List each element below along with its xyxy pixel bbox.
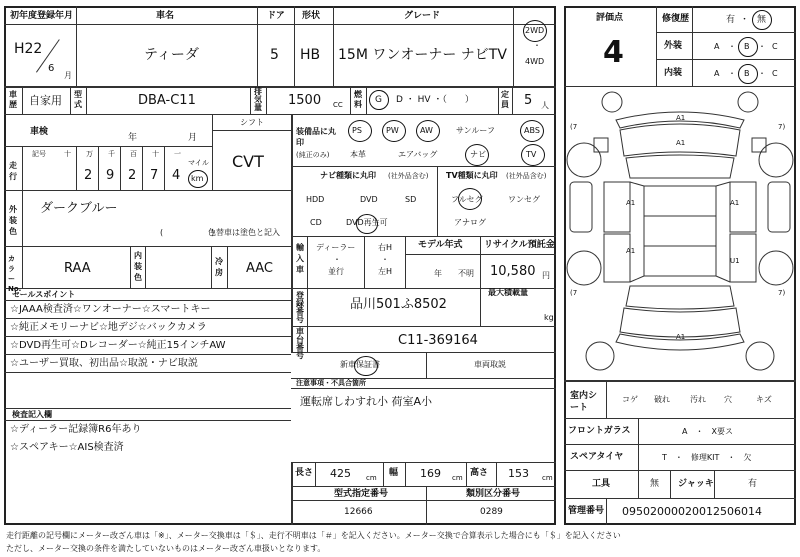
damage-label-left-rear: A1 [626, 247, 636, 255]
car-name-value: ティーダ [144, 47, 199, 63]
plate-label: 登録番号 [296, 291, 304, 324]
grade-option: B [744, 69, 750, 78]
shift-value: CVT [232, 152, 264, 171]
grade-value: 15M ワンオーナー ナビTV [338, 47, 507, 63]
jack-label: ジャッキ [678, 479, 714, 489]
grade-option: A [714, 42, 720, 51]
model-value: DBA-C11 [138, 93, 196, 108]
max-load-label: 最大積載量 [488, 288, 528, 297]
mileage-digit: 4 [172, 168, 181, 183]
notes-value: 運転席しわすれ小 荷室A小 [300, 395, 433, 408]
usage-value: 自家用 [29, 94, 62, 107]
grade-dot: ・ [758, 42, 766, 51]
import-lh: 左H [378, 267, 393, 276]
footer-line-1: 走行距離の記号欄にメーター改ざん車は「※」、メーター交換車は「＄」、走行不明車は「＃」を記入ください。メーター交換で合算表示した場合にも「＄」を記入ください [6, 531, 621, 540]
sales-point-line: ☆JAAA検査済☆ワンオーナー☆スマートキー [10, 304, 211, 315]
equipment-item: AW [420, 126, 433, 135]
ac-value: AAC [246, 261, 273, 276]
tv-fullseg: フルセグ [451, 195, 483, 204]
exterior-color-label: 外装色 [9, 205, 17, 236]
equipment-item: 本革 [350, 150, 366, 159]
height-label: 高さ [470, 468, 489, 478]
interior-color-label: 内装色 [134, 251, 142, 282]
nav-sub: (社外品含む) [388, 172, 429, 180]
tv-sub: (社外品含む) [506, 172, 547, 180]
jack-value: 有 [748, 479, 758, 489]
reg-month-value: 6 [48, 63, 55, 74]
equipment-item: エアバッグ [398, 150, 438, 159]
ac-label: 冷房 [215, 257, 223, 277]
seat-item: 穴 [724, 395, 732, 404]
recycle-yen: 円 [542, 271, 550, 280]
score-value: 4 [603, 35, 624, 70]
damage-label-top: A1 [676, 114, 686, 122]
grade-label: グレード [404, 11, 441, 21]
interior-label: 内装 [664, 68, 683, 78]
model-label: 型式 [74, 90, 82, 109]
sales-line-rule [4, 318, 291, 319]
doors-value: 5 [270, 47, 279, 63]
mile-label: マイル [188, 159, 209, 167]
mileage-divider [98, 146, 99, 190]
score-label: 評価点 [596, 13, 624, 23]
grade-option: C [772, 69, 778, 78]
grade-option: C [772, 42, 778, 51]
seat-item: 汚れ [690, 395, 706, 404]
import-label: 輸入車 [296, 243, 304, 274]
damage-label-right-front: A1 [730, 199, 740, 207]
tools-value: 無 [650, 479, 660, 489]
glass-options: A ・ X要ス [682, 427, 733, 436]
height-cm: cm [542, 474, 553, 482]
exterior-label: 外装 [664, 41, 683, 51]
capacity-unit: 人 [541, 101, 549, 110]
import-dealer: ディーラー [316, 243, 356, 252]
mileage-digit: 9 [106, 168, 115, 183]
mileage-unit: 百 [130, 150, 137, 158]
damage-label-roof: A1 [676, 139, 686, 147]
repair-label: 修復歴 [662, 14, 690, 24]
mileage-digit: 2 [84, 168, 93, 183]
equipment-item: TV [526, 150, 537, 159]
width-cm: cm [452, 474, 463, 482]
drive-4wd: 4WD [525, 57, 545, 66]
shift-label: シフト [240, 118, 264, 127]
inspector-line: ☆ディーラー記録簿R6年あり [10, 424, 142, 435]
sales-point-line: ☆DVD再生可☆Dレコーダー☆純正15インチAW [10, 340, 226, 351]
mileage-divider [76, 146, 77, 190]
seat-item: コゲ [622, 395, 638, 404]
sales-points-label: セールスポイント [12, 290, 76, 299]
mileage-unit: 十 [152, 150, 159, 158]
damage-label-rear: A1 [676, 333, 686, 341]
fuel-g: G [375, 95, 382, 105]
grade-dot: ・ [758, 69, 766, 78]
equipment-item: PW [386, 126, 399, 135]
mileage-divider [142, 146, 143, 190]
width-value: 169 [420, 467, 441, 480]
diagram-bracket-bl: (7 [570, 289, 578, 297]
length-label: 長さ [295, 468, 314, 478]
grade-option: B [744, 42, 750, 51]
model-year-unit: 年 [434, 269, 442, 278]
color-no-value: RAA [64, 261, 91, 276]
warranty-book: 新車保証書 [340, 360, 380, 369]
cc-unit: CC [333, 101, 343, 109]
nav-dvd: DVD [360, 195, 378, 204]
equipment-item: PS [352, 126, 362, 135]
mgmt-number: 09502000020012506014 [622, 505, 762, 518]
sales-point-line: ☆ユーザー買取、初出品☆取説・ナビ取説 [10, 358, 198, 369]
mileage-symbol-label: 記号 [32, 150, 46, 158]
import-parallel: 並行 [328, 267, 344, 276]
seat-item: 破れ [654, 395, 670, 404]
mileage-label: 走行 [9, 161, 17, 181]
inspection-year: 年 [128, 133, 138, 143]
import-dot: ・ [333, 255, 341, 264]
damage-label-left-front: A1 [626, 199, 636, 207]
grade-dot: ・ [728, 69, 736, 78]
type-approval-label: 型式指定番号 [334, 489, 389, 499]
reg-year-value: H22 [14, 41, 43, 57]
spare-tire-label: スペアタイヤ [570, 452, 624, 462]
car-name-label: 車名 [156, 11, 175, 21]
import-rh: 右H [378, 243, 393, 252]
nav-sd: SD [405, 195, 417, 204]
inspection-label: 車検 [30, 127, 49, 137]
tools-label: 工具 [592, 479, 611, 489]
mileage-digit: 2 [128, 168, 137, 183]
type-approval-value: 12666 [344, 507, 373, 517]
model-year-unknown: 不明 [458, 269, 474, 278]
fuel-label: 燃料 [354, 90, 362, 109]
repair-dot: ・ [740, 15, 750, 25]
seat-item: キズ [756, 395, 772, 404]
doors-label: ドア [267, 11, 285, 21]
mileage-unit: 十 [64, 150, 71, 158]
fuel-others: D ・ HV ・（ ） [396, 95, 474, 105]
diagram-bracket-tr: 7) [778, 123, 786, 131]
capacity-value: 5 [524, 93, 533, 108]
inspector-label: 検査記入欄 [12, 410, 52, 419]
diagram-bracket-tl: (7 [570, 123, 578, 131]
class-number-value: 0289 [480, 507, 503, 517]
mileage-unit: 千 [108, 150, 115, 158]
drive-dot: ・ [533, 41, 541, 50]
color-paren: ( ) [160, 228, 215, 237]
displacement-label: 排気量 [254, 87, 262, 112]
repair-no: 無 [757, 15, 767, 25]
sales-point-line: ☆純正メモリーナビ☆地デジ☆バックカメラ [10, 322, 207, 333]
tv-label: TV種類に丸印 [446, 171, 498, 180]
equipment-item: ナビ [470, 150, 486, 159]
length-value: 425 [330, 467, 351, 480]
mileage-unit: 一 [174, 150, 181, 158]
grade-dot: ・ [728, 42, 736, 51]
plate-value: 品川501ふ8502 [350, 297, 447, 312]
mgmt-label: 管理番号 [568, 506, 605, 516]
nav-label: ナビ種類に丸印 [320, 171, 376, 180]
equipment-item: ABS [524, 126, 540, 135]
reg-month-unit: 月 [64, 71, 72, 80]
width-label: 幅 [389, 468, 399, 478]
length-cm: cm [366, 474, 377, 482]
sales-line-rule [4, 354, 291, 355]
repair-yes: 有 [726, 15, 736, 25]
shape-value: HB [300, 47, 321, 63]
spare-tire-options: T ・ 修理KIT ・ 欠 [662, 453, 752, 462]
reg-year-label: 初年度登録年月 [10, 11, 74, 21]
inspection-month: 月 [188, 133, 198, 143]
owner-manual: 車両取説 [474, 360, 506, 369]
color-no-label: カラーNo. [8, 255, 22, 293]
exterior-color-value: ダークブルー [40, 201, 118, 216]
recycle-value: 10,580 [490, 264, 536, 279]
nav-dvd-play: DVD再生可 [346, 218, 388, 227]
capacity-label: 定員 [501, 90, 509, 109]
notes-label: 注意事項・不具合箇所 [296, 379, 366, 387]
nav-cd: CD [310, 218, 322, 227]
chassis-label: 車台番号 [296, 327, 304, 360]
recycle-label: リサイクル預託金 [484, 240, 555, 250]
damage-label-right-rear: U1 [730, 257, 740, 265]
grade-option: A [714, 69, 720, 78]
mileage-divider [120, 146, 121, 190]
import-dot2: ・ [381, 255, 389, 264]
inspector-line: ☆スペアキー☆AIS検査済 [10, 442, 124, 453]
shape-label: 形状 [302, 11, 321, 21]
height-value: 153 [508, 467, 529, 480]
footer-line-2: ただし、メーター交換の条件を満たしていないものはメーター改ざん車扱いとなります。 [6, 544, 326, 553]
max-load-kg: kg [544, 313, 554, 322]
mileage-digit: 7 [150, 168, 159, 183]
sales-line-rule [4, 336, 291, 337]
tv-oneseg: ワンセグ [508, 195, 540, 204]
equipment-item: サンルーフ [456, 126, 495, 135]
drive-2wd: 2WD [525, 26, 545, 35]
nav-hdd: HDD [306, 195, 325, 204]
equipment-label: 装備品に丸印 [296, 127, 336, 147]
usage-label: 車歴 [9, 90, 17, 109]
color-note: 色替車は塗色と記入 [208, 228, 280, 237]
km-label: km [191, 174, 204, 183]
equipment-sub: (純正のみ) [296, 151, 330, 159]
chassis-value: C11-369164 [398, 333, 478, 348]
diagram-bracket-br: 7) [778, 289, 786, 297]
tv-analog: アナログ [454, 218, 486, 227]
class-number-label: 類別区分番号 [466, 489, 521, 499]
glass-label: フロントガラス [568, 426, 631, 436]
mileage-unit: 万 [86, 150, 93, 158]
seat-label: 室内シート [570, 391, 598, 413]
model-year-label: モデル年式 [418, 240, 463, 250]
mileage-divider [164, 146, 165, 190]
sales-line-rule [4, 372, 291, 373]
displacement-value: 1500 [288, 93, 322, 108]
